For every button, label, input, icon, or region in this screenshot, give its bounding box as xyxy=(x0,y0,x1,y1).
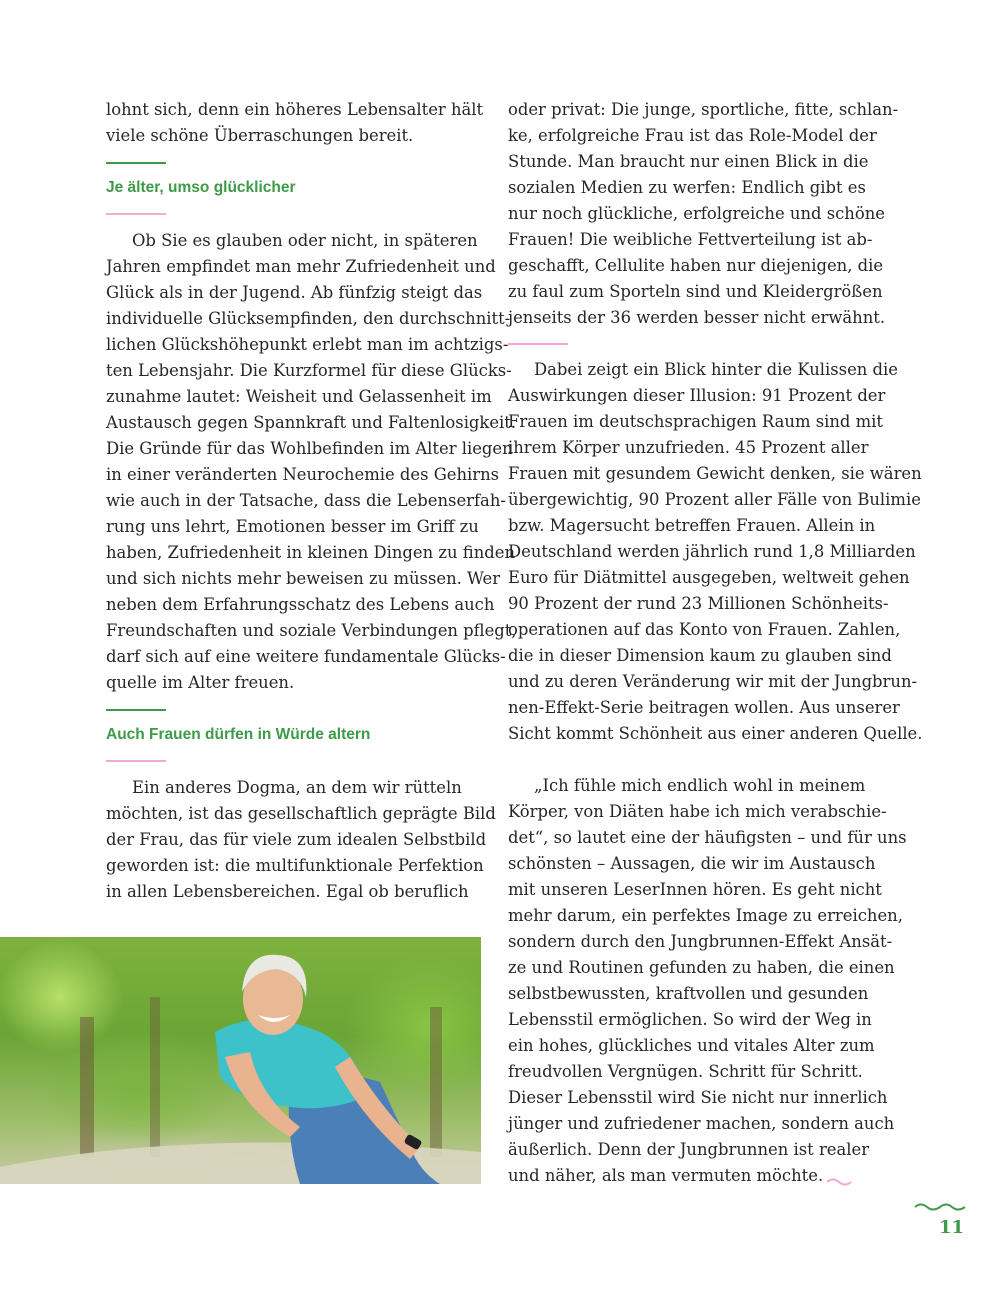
text-line: geschafft, Cellulite haben nur diejenigen, die xyxy=(508,256,884,275)
text-line: jenseits der 36 werden besser nicht erwähnt. xyxy=(508,308,886,327)
text-line: „Ich fühle mich endlich wohl in meinem xyxy=(534,776,866,795)
text-line: Dieser Lebensstil wird Sie nicht nur innerlich xyxy=(508,1088,888,1107)
text-line: Stunde. Man braucht nur einen Blick in die xyxy=(508,152,869,171)
text-line: nur noch glückliche, erfolgreiche und schöne xyxy=(508,204,885,223)
text-line: der Frau, das für viele zum idealen Selbstbild xyxy=(106,830,487,849)
text-line: Körper, von Diäten habe ich mich verabschie- xyxy=(508,802,887,821)
text-line: Jahren empfindet man mehr Zufriedenheit und xyxy=(106,257,496,276)
text-line: und zu deren Veränderung wir mit der Jungbrun- xyxy=(508,672,918,691)
right-column xyxy=(508,97,923,1189)
text-line: Auswirkungen dieser Illusion: 91 Prozent der xyxy=(508,386,886,405)
page-wave-icon xyxy=(914,1201,966,1213)
text-line: mit unseren LeserInnen hören. Es geht nicht xyxy=(508,880,882,899)
photo-woman-exercising-icon xyxy=(0,937,481,1184)
text-line: Ob Sie es glauben oder nicht, in späteren xyxy=(132,231,478,250)
text-line: Sicht kommt Schönheit aus einer anderen Quelle. xyxy=(508,724,923,743)
text-line: Euro für Diätmittel ausgegeben, weltweit gehen xyxy=(508,568,910,587)
text-line: darf sich auf eine weitere fundamentale Glücks- xyxy=(106,647,506,666)
page-number: 11 xyxy=(938,1217,964,1238)
text-line: ten Lebensjahr. Die Kurzformel für diese Glücks- xyxy=(106,361,512,380)
text-line: rung uns lehrt, Emotionen besser im Griff zu xyxy=(106,517,479,536)
text-line: bzw. Magersucht betreffen Frauen. Allein in xyxy=(508,516,876,535)
intro-paragraph xyxy=(106,97,484,149)
text-line: det“, so lautet eine der häufigsten – und für uns xyxy=(508,828,907,847)
text-line: 90 Prozent der rund 23 Millionen Schönheits- xyxy=(508,594,889,613)
text-line: möchten, ist das gesellschaftlich geprägte Bild xyxy=(106,804,496,823)
text-line: Dabei zeigt ein Blick hinter die Kulissen die xyxy=(534,360,898,379)
text-line: Freundschaften und soziale Verbindungen pflegt, xyxy=(106,621,517,640)
green-divider xyxy=(106,162,166,164)
text-line: äußerlich. Denn der Jungbrunnen ist realer xyxy=(508,1140,870,1159)
paragraph-1 xyxy=(106,228,517,696)
text-line: lohnt sich, denn ein höheres Lebensalter hält xyxy=(106,100,484,119)
text-line: selbstbewussten, kraftvollen und gesunden xyxy=(508,984,869,1003)
paragraph-3 xyxy=(508,97,899,331)
text-line: Die Gründe für das Wohlbefinden im Alter liegen xyxy=(106,439,513,458)
text-line: Frauen! Die weibliche Fettverteilung ist ab- xyxy=(508,230,873,249)
text-line: ihrem Körper unzufrieden. 45 Prozent aller xyxy=(508,438,869,457)
paragraph-2 xyxy=(106,775,496,905)
text-line: und sich nichts mehr beweisen zu müssen. Wer xyxy=(106,569,501,588)
text-line: ze und Routinen gefunden zu haben, die einen xyxy=(508,958,895,977)
text-line: operationen auf das Konto von Frauen. Zahlen, xyxy=(508,620,901,639)
text-line: viele schöne Überraschungen bereit. xyxy=(106,126,414,145)
text-line: ke, erfolgreiche Frau ist das Role-Model der xyxy=(508,126,877,145)
text-line: schönsten – Aussagen, die wir im Austausch xyxy=(508,854,876,873)
photo-illustration xyxy=(0,937,481,1184)
text-line: lichen Glückshöhepunkt erlebt man im achtzigs- xyxy=(106,335,509,354)
text-line: neben dem Erfahrungsschatz des Lebens auch xyxy=(106,595,495,614)
text-line: zu faul zum Sporteln sind und Kleidergrößen xyxy=(508,282,883,301)
text-line: sozialen Medien zu werfen: Endlich gibt es xyxy=(508,178,866,197)
text-line: übergewichtig, 90 Prozent aller Fälle von Bulimie xyxy=(508,490,921,509)
section-heading-2: Auch Frauen dürfen in Würde altern xyxy=(106,726,371,743)
text-line: zunahme lautet: Weisheit und Gelassenheit im xyxy=(106,387,492,406)
text-line: in allen Lebensbereichen. Egal ob beruflich xyxy=(106,882,469,901)
text-line: freudvollen Vergnügen. Schritt für Schritt. xyxy=(508,1062,863,1081)
text-line: sondern durch den Jungbrunnen-Effekt Ansät- xyxy=(508,932,893,951)
text-line: haben, Zufriedenheit in kleinen Dingen zu finden xyxy=(106,543,516,562)
text-line: quelle im Alter freuen. xyxy=(106,673,295,692)
text-line: Frauen mit gesundem Gewicht denken, sie wären xyxy=(508,464,922,483)
text-line: individuelle Glücksempfinden, den durchschnitt- xyxy=(106,309,511,328)
text-line: Frauen im deutschsprachigen Raum sind mit xyxy=(508,412,884,431)
text-line: Deutschland werden jährlich rund 1,8 Milliarden xyxy=(508,542,916,561)
text-line: Glück als in der Jugend. Ab fünfzig steigt das xyxy=(106,283,483,302)
left-column xyxy=(106,97,517,905)
text-line: oder privat: Die junge, sportliche, fitte, schlan- xyxy=(508,100,899,119)
text-line: Ein anderes Dogma, an dem wir rütteln xyxy=(132,778,462,797)
text-line: und näher, als man vermuten möchte. xyxy=(508,1166,824,1185)
paragraph-4 xyxy=(508,357,923,747)
text-line: nen-Effekt-Serie beitragen wollen. Aus unserer xyxy=(508,698,900,717)
text-line: Lebensstil ermöglichen. So wird der Weg in xyxy=(508,1010,872,1029)
green-divider xyxy=(106,709,166,711)
end-wave-icon xyxy=(826,1177,852,1187)
section-heading-1: Je älter, umso glücklicher xyxy=(106,179,296,196)
text-line: geworden ist: die multifunktionale Perfektion xyxy=(106,856,484,875)
text-line: in einer veränderten Neurochemie des Gehirns xyxy=(106,465,500,484)
text-line: Austausch gegen Spannkraft und Faltenlosigkeit. xyxy=(106,413,517,432)
paragraph-5 xyxy=(508,773,907,1189)
text-line: ein hohes, glückliches und vitales Alter zum xyxy=(508,1036,875,1055)
text-line: jünger und zufriedener machen, sondern auch xyxy=(508,1114,895,1133)
text-line: die in dieser Dimension kaum zu glauben sind xyxy=(508,646,892,665)
text-line: mehr darum, ein perfektes Image zu erreichen, xyxy=(508,906,903,925)
text-line: wie auch in der Tatsache, dass die Lebenserfah- xyxy=(106,491,506,510)
